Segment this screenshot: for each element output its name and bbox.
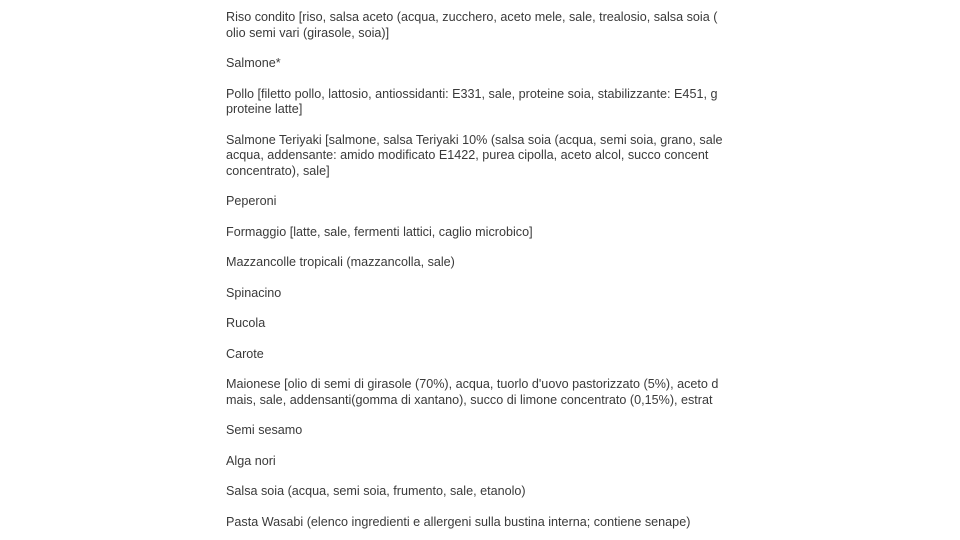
ingredient-line: acqua, addensante: amido modificato E1422, purea cipolla, aceto alcol, succo concent — [226, 148, 709, 162]
ingredient-rucola — [226, 316, 736, 332]
ingredient-line: Alga nori — [226, 453, 276, 468]
ingredient-line: olio semi vari (girasole, soia)] — [226, 25, 390, 40]
ingredient-line: Pasta Wasabi (elenco ingredienti e allergeni sulla bustina interna; contiene senape) — [226, 514, 691, 529]
ingredient-mazzancolle — [226, 255, 736, 271]
ingredient-alga-nori — [226, 454, 736, 470]
ingredient-riso — [226, 10, 736, 41]
ingredient-pollo — [226, 87, 736, 118]
ingredient-line: Salsa soia (acqua, semi soia, frumento, sale, etanolo) — [226, 484, 526, 498]
ingredient-line: Formaggio [latte, sale, fermenti lattici, caglio microbico] — [226, 224, 533, 239]
ingredient-line: Salmone* — [226, 56, 281, 70]
ingredient-spinacino — [226, 286, 736, 302]
ingredient-line: Pollo [filetto pollo, lattosio, antiossidanti: E331, sale, proteine soia, stabilizzante: E451, g — [226, 86, 718, 101]
ingredient-line: Riso condito [riso, salsa aceto (acqua, zucchero, aceto mele, sale, trealosio, salsa soia ( — [226, 10, 718, 24]
ingredient-carote — [226, 347, 736, 363]
ingredient-maionese — [226, 377, 736, 408]
ingredient-line: mais, sale, addensanti(gomma di xantano), succo di limone concentrato (0,15%), estrat — [226, 392, 713, 407]
ingredient-salsa-soia — [226, 484, 736, 500]
ingredient-line: Mazzancolle tropicali (mazzancolla, sale) — [226, 255, 455, 269]
ingredient-line: Semi sesamo — [226, 423, 303, 437]
ingredient-line: Maionese [olio di semi di girasole (70%), acqua, tuorlo d'uovo pastorizzato (5%), aceto d — [226, 377, 719, 391]
ingredient-line: concentrato), sale] — [226, 163, 330, 178]
ingredient-line: Peperoni — [226, 194, 277, 208]
ingredient-semi-sesamo — [226, 423, 736, 439]
ingredient-line: Carote — [226, 346, 264, 361]
ingredient-line: Rucola — [226, 316, 266, 330]
ingredient-pasta-wasabi — [226, 515, 736, 531]
ingredient-line: Spinacino — [226, 285, 282, 300]
ingredient-peperoni — [226, 194, 736, 210]
ingredient-line: proteine latte] — [226, 102, 303, 116]
ingredient-salmone-teriyaki — [226, 133, 736, 180]
ingredient-formaggio — [226, 225, 736, 241]
ingredient-salmone — [226, 56, 736, 72]
ingredients-list — [226, 10, 736, 540]
ingredient-line: Salmone Teriyaki [salmone, salsa Teriyaki 10% (salsa soia (acqua, semi soia, grano, sale — [226, 132, 723, 147]
